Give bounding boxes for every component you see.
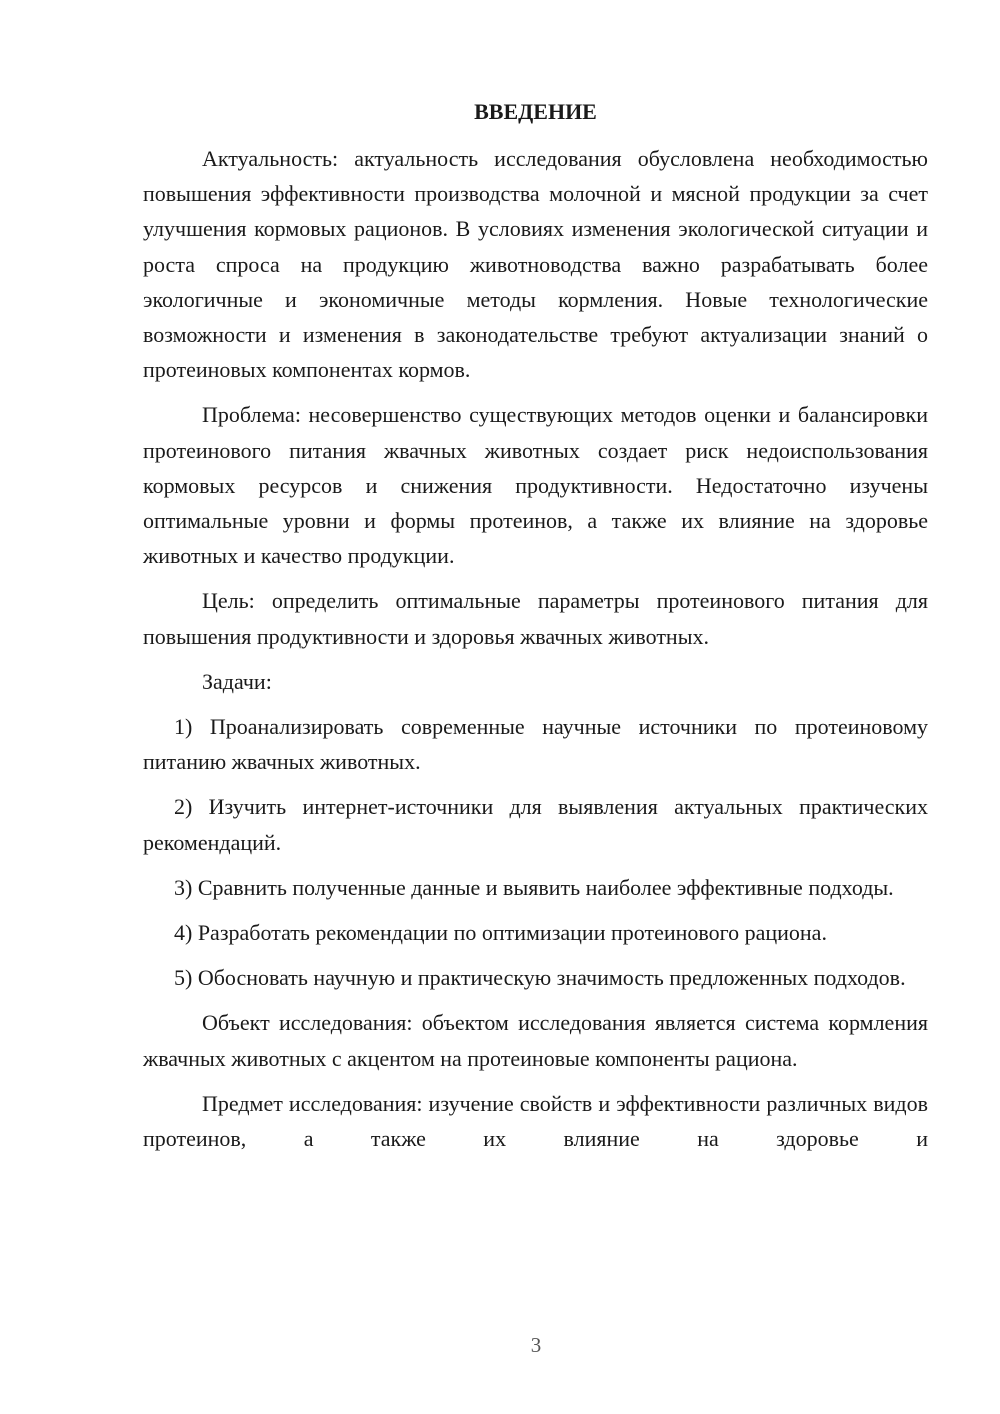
- section-heading: ВВЕДЕНИЕ: [474, 99, 597, 124]
- paragraph-tasks-label: Задачи:: [202, 668, 272, 694]
- paragraph-subject: Предмет исследования: изучение свойств и эффективности различных видов протеинов, а также их влияние на здоровье и: [143, 1090, 928, 1152]
- paragraph-goal: Цель: определить оптимальные параметры протеинового питания для повышения продуктивности и здоровья жвачных животных.: [143, 588, 928, 649]
- task-item-3: 3) Сравнить полученные данные и выявить наиболее эффективные подходы.: [174, 874, 894, 900]
- paragraph-problem: Проблема: несовершенство существующих методов оценки и балансировки протеинового питания жвачных животных создает риск недоиспользования кормовых ресурсов и снижения продуктивности. Недостаточно изучены оптимальные уровни и формы протеинов, а также их влияние на здоровье животных и качество продукции.: [143, 402, 928, 569]
- task-item-4: 4) Разработать рекомендации по оптимизации протеинового рациона.: [174, 920, 827, 946]
- page-body: [143, 94, 928, 1166]
- task-item-2: 2) Изучить интернет-источники для выявления актуальных практических рекомендаций.: [143, 794, 928, 855]
- task-item-5: 5) Обосновать научную и практическую значимость предложенных подходов.: [174, 965, 906, 991]
- paragraph-relevance: Актуальность: актуальность исследования обусловлена необходимостью повышения эффективности производства молочной и мясной продукции за счет улучшения кормовых рационов. В условиях изменения экологической ситуации и роста спроса на продукцию животноводства важно разрабатывать более экологичные и экономичные методы кормления. Новые технологические возможности и изменения в законодательстве требуют актуализации знаний о протеиновых компонентах кормов.: [143, 146, 928, 383]
- page-number: 3: [530, 1333, 542, 1357]
- paragraph-object: Объект исследования: объектом исследования является система кормления жвачных животных с акцентом на протеиновые компоненты рациона.: [143, 1010, 928, 1071]
- page-footer: [0, 1333, 1000, 1358]
- task-item-1: 1) Проанализировать современные научные источники по протеиновому питанию жвачных животных.: [143, 714, 928, 775]
